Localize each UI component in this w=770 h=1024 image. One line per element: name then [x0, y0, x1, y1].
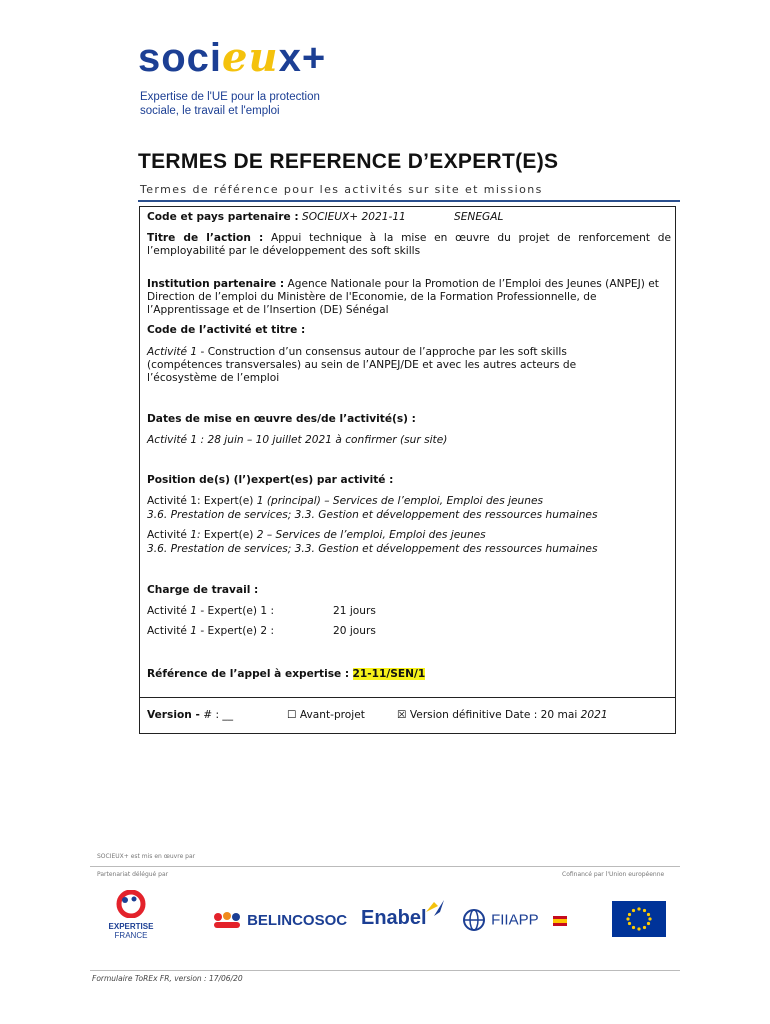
version-number: # : __	[199, 709, 234, 721]
expertise-france-icon	[103, 890, 159, 918]
socieux-logo: socieux+	[138, 34, 327, 81]
institution-label: Institution partenaire :	[147, 278, 285, 290]
code-row	[147, 211, 406, 224]
position2-line2: 3.6. Prestation de services; 3.3. Gestion et développement des ressources humaines	[147, 543, 598, 555]
position2-detail: 2 – Services de l’emploi, Emploi des jeunes	[256, 529, 486, 541]
fiiapp-globe-icon	[462, 908, 486, 932]
position1-prefix: Activité 1: Expert(e)	[147, 495, 254, 507]
workload-days-1: 21 jours	[333, 605, 376, 617]
draft-option[interactable]	[287, 709, 365, 722]
dates-value: Activité 1 : 28 juin – 10 juillet 2021 à confirmer (sur site)	[147, 434, 448, 446]
form-code: Formulaire ToREx FR, version : 17/06/20	[92, 974, 243, 983]
activity-number: Activité 1	[147, 346, 198, 358]
workload-row-2: Activité 1 - Expert(e) 2 :	[147, 625, 275, 637]
footer-bottom-divider	[90, 970, 680, 971]
expertise-france-logo: EXPERTISE FRANCE	[103, 890, 159, 940]
fiiapp-logo: FIIAPP	[462, 908, 539, 932]
draft-label: Avant-projet	[299, 709, 365, 721]
date-label: Date : 20 mai	[505, 709, 578, 721]
code-label: Code et pays partenaire :	[147, 211, 299, 223]
reference-row	[147, 668, 425, 681]
enabel-logo: Enabel	[361, 907, 427, 929]
eu-flag-icon	[612, 901, 666, 937]
activity-row	[147, 346, 637, 385]
footer-cofunded: Cofinancé par l'Union européenne	[562, 871, 665, 878]
institution-row	[147, 278, 671, 317]
reference-label: Référence de l’appel à expertise :	[147, 668, 350, 680]
action-value: Appui technique à la mise en œuvre du projet de renforcement de l’employabilité par le développement des soft skills	[147, 232, 672, 257]
action-label: Titre de l’action :	[147, 232, 264, 244]
version-row	[147, 709, 233, 722]
position2-mid: Expert(e)	[200, 529, 257, 541]
position1-line1	[147, 495, 543, 508]
position1-detail: 1 (principal) – Services de l’emploi, Emploi des jeunes	[253, 495, 544, 507]
code-value: SOCIEUX+ 2021-11	[302, 211, 406, 223]
position1-line2: 3.6. Prestation de services; 3.3. Gestion et développement des ressources humaines	[147, 509, 598, 521]
workload-row-1: Activité 1 - Expert(e) 1 :	[147, 605, 275, 617]
footer-divider	[90, 866, 680, 867]
position2-num: 1:	[190, 529, 201, 541]
dates-label: Dates de mise en œuvre des/de l’activité(s) :	[147, 413, 416, 425]
activity-label: Code de l’activité et titre :	[147, 324, 306, 336]
reference-value: 21-11/SEN/1	[352, 668, 426, 680]
enabel-mark-icon	[424, 898, 446, 918]
version-divider	[139, 697, 676, 698]
position2-prefix: Activité	[147, 529, 191, 541]
final-label: Version définitive	[409, 709, 502, 721]
footer-delegated: Partenariat délégué par	[97, 871, 169, 878]
position-label: Position de(s) (l’)expert(es) par activité :	[147, 474, 394, 486]
position2-line1	[147, 529, 486, 542]
final-checkbox[interactable]: ☒	[397, 709, 407, 721]
workload-label: Charge de travail :	[147, 584, 259, 596]
logo-tagline-line2: sociale, le travail et l'emploi	[140, 105, 280, 117]
logo-tagline-line1: Expertise de l'UE pour la protection	[140, 91, 320, 103]
title-divider	[138, 200, 680, 202]
workload-days-2: 20 jours	[333, 625, 376, 637]
draft-checkbox[interactable]: ☐	[287, 709, 297, 721]
activity-value: - Construction d’un consensus autour de l’approche par les soft skills (compétences transversales) au sein de l’ANPEJ/DE et avec les autres acteurs de l’écosystème de l’emploi	[147, 346, 577, 384]
institution-value: Agence Nationale pour la Promotion de l’Emploi des Jeunes (ANPEJ) et Direction de l’emploi du Ministère de l'Economie, de la Formation Professionnelle, de l’Apprentissage et de l’Insertion (DE) Sénégal	[147, 278, 659, 316]
page-title: TERMES DE REFERENCE D’EXPERT(E)S	[138, 150, 559, 173]
logo-tagline	[140, 90, 380, 118]
footer-implemented-by: SOCIEUX+ est mis en œuvre par	[97, 853, 196, 860]
spain-emblem-icon	[553, 911, 567, 921]
page-subtitle: Termes de référence pour les activités sur site et missions	[140, 183, 543, 196]
date-year: 2021	[580, 709, 608, 721]
belincosoc-logo: BELINCOSOC	[212, 910, 347, 931]
belincosoc-icon	[212, 911, 242, 931]
version-label: Version -	[147, 709, 200, 721]
action-row	[147, 232, 671, 258]
final-option[interactable]	[397, 709, 608, 722]
country-value: SENEGAL	[454, 211, 504, 223]
